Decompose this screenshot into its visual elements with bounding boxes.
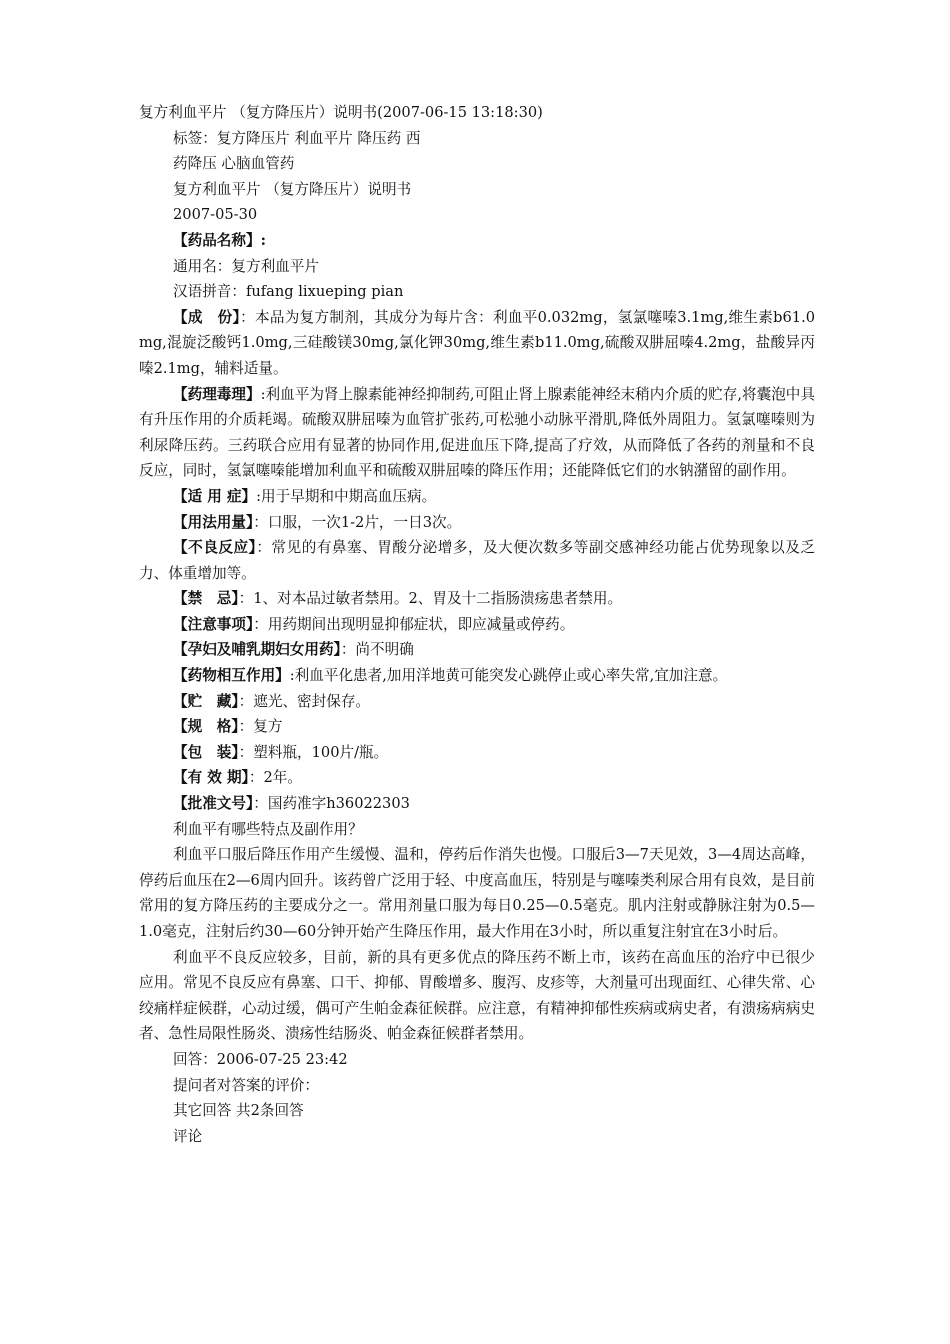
answer-time: 回答：2006-07-25 23:42: [173, 1050, 348, 1068]
section-heading: 【不良反应】: [173, 539, 257, 557]
section-heading: 【禁 忌】: [173, 590, 239, 608]
section-heading: 【药品名称】:: [173, 231, 266, 249]
section-adverse-reactions: [139, 535, 815, 586]
section-heading: 【规 格】: [173, 718, 239, 736]
drug-name-heading: [139, 228, 815, 254]
section-contraindications: [139, 586, 815, 612]
section-approval-number: [139, 791, 815, 817]
section-text: ：本品为复方制剂，其成分为每片含：利血平0.032mg，氢氯噻嗪3.1mg,维生素b61.0mg,混旋泛酸钙1.0mg,三硅酸镁30mg,氯化钾30mg,维生素b11.0mg,硫酸双肼屈嗪4.2mg，盐酸异丙嗪2.1mg，辅料适量。: [139, 308, 816, 377]
section-text: ：塑料瓶，100片/瓶。: [238, 743, 389, 761]
section-heading: 【药物相互作用】: [173, 667, 290, 685]
section-ingredients: [139, 305, 815, 382]
section-text: ：常见的有鼻塞、胃酸分泌增多，及大便次数多等副交感神经功能占优势现象以及乏力、体重增加等。: [139, 539, 815, 582]
document-date: 2007-05-30: [173, 206, 258, 224]
section-packaging: [139, 740, 815, 766]
section-heading: 【成 份】: [173, 308, 241, 326]
section-pregnancy: [139, 637, 815, 663]
section-heading: 【贮 藏】: [173, 692, 239, 710]
document-subtitle: 复方利血平片 （复方降压片）说明书: [173, 180, 412, 198]
question-text: 利血平有哪些特点及副作用？: [173, 820, 363, 838]
section-interactions: [139, 663, 815, 689]
document-title: 复方利血平片 （复方降压片）说明书(2007-06-15 13:18:30): [139, 104, 543, 121]
section-storage: [139, 689, 815, 715]
section-precautions: [139, 612, 815, 638]
comment-link[interactable]: 评论: [173, 1127, 203, 1145]
section-heading: 【注意事项】: [173, 615, 254, 633]
section-shelf-life: [139, 765, 815, 791]
section-heading: 【用法用量】: [173, 513, 254, 531]
generic-name: 通用名：复方利血平片: [173, 257, 319, 275]
pinyin-name: 汉语拼音：fufang lixueping pian: [173, 283, 404, 301]
section-specification: [139, 714, 815, 740]
tags-line: 标签：复方降压片 利血平片 降压药 西: [173, 129, 421, 147]
section-text: :利血平化患者,加用洋地黄可能突发心跳停止或心率失常,宜加注意。: [289, 667, 728, 685]
asker-rating-label: 提问者对答案的评价：: [173, 1076, 319, 1094]
section-text: ：国药准字h36022303: [253, 795, 410, 813]
section-text: :用于早期和中期高血压病。: [256, 487, 437, 505]
tags-line-continued: 药降压 心脑血管药: [173, 155, 295, 173]
section-indications: [139, 484, 815, 510]
section-heading: 【有 效 期】: [173, 769, 249, 787]
section-pharmacology: [139, 382, 815, 484]
section-text: ：1、对本品过敏者禁用。2、胃及十二指肠溃疡患者禁用。: [238, 590, 623, 608]
section-dosage: [139, 510, 815, 536]
section-text: ：用药期间出现明显抑郁症状，即应减量或停药。: [253, 615, 575, 633]
answer-paragraph: 利血平口服后降压作用产生缓慢、温和，停药后作消失也慢。口服后3—7天见效，3—4周达高峰，停药后血压在2—6周内回升。该药曾广泛用于轻、中度高血压，特别是与噻嗪类利尿合用有良效，是目前常用的复方降压药的主要成分之一。常用剂量口服为每日0.25—0.5毫克。肌内注射或静脉注射为0.5—1.0毫克，注射后约30—60分钟开始产生降压作用，最大作用在3小时，所以重复注射宜在3小时后。: [139, 846, 815, 940]
section-text: ：复方: [238, 718, 283, 736]
section-text: ：尚不明确: [340, 641, 414, 659]
section-heading: 【批准文号】: [173, 795, 254, 813]
answer-paragraph: 利血平不良反应较多，目前，新的具有更多优点的降压药不断上市，该药在高血压的治疗中已很少应用。常见不良反应有鼻塞、口干、抑郁、胃酸增多、腹泻、皮疹等，大剂量可出现面红、心律失常、心绞痛样症候群，心动过缓，偶可产生帕金森征候群。应注意，有精神抑郁性疾病或病史者，有溃疡病病史者、急性局限性肠炎、溃疡性结肠炎、帕金森征候群者禁用。: [139, 948, 815, 1043]
section-text: ：2年。: [248, 769, 302, 787]
section-heading: 【药理毒理】: [173, 385, 261, 403]
section-heading: 【包 装】: [173, 743, 239, 761]
section-text: ：遮光、密封保存。: [238, 692, 371, 710]
section-text: ：口服，一次1-2片，一日3次。: [253, 513, 462, 531]
section-heading: 【适 用 症】: [173, 487, 257, 505]
document-body: [139, 100, 815, 1149]
section-text: :利血平为肾上腺素能神经抑制药,可阻止肾上腺素能神经末稍内介质的贮存,将囊泡中具有升压作用的介质耗竭。硫酸双肼屈嗪为血管扩张药,可松驰小动脉平滑肌,降低外周阻力。氢氯噻嗪则为利尿降压药。三药联合应用有显著的协同作用,促进血压下降,提高了疗效，从而降低了各药的剂量和不良反应，同时，氢氯噻嗪能增加利血平和硫酸双肼屈嗪的降压作用；还能降低它们的水钠潴留的副作用。: [139, 385, 815, 480]
section-heading: 【孕妇及哺乳期妇女用药】: [173, 641, 341, 659]
other-answers-link[interactable]: 其它回答 共2条回答: [173, 1102, 304, 1120]
